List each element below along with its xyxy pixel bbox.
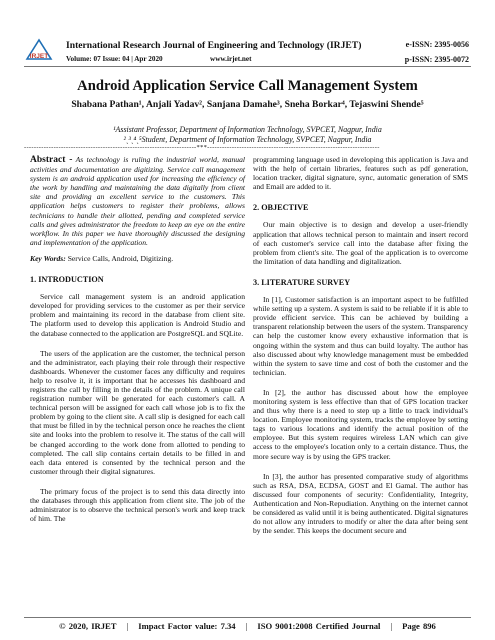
survey-paragraph-2: In [2], the author has discussed about how the employee monitoring system is less effective than that of GPS location tracker and thus why there is a need to step up a little to track individual's location. Employee monitoring system, tracks the employee by setting tags to various locations and identify the actual position of the employee. But this system requires wireless LAN which can give access to the employee's location only to a certain distance. Thus, the more secure way is by using the GPS tracker.	[253, 387, 468, 461]
journal-url[interactable]: www.irjet.net	[210, 55, 252, 63]
section-separator: ----------------------------------------------------------------------***----------------------------------------------------------------------	[24, 144, 380, 151]
keywords	[30, 254, 245, 263]
e-issn: e-ISSN: 2395-0056	[405, 40, 469, 49]
heading-objective: 2. OBJECTIVE	[253, 203, 309, 213]
objective-paragraph: Our main objective is to design and develop a user-friendly application that allows technical person to maintain and insert record of each customer's service call into the database after fixing the problem from client's site. The goal of the application is to overcome the limitation of data handling and digitalization.	[253, 220, 468, 266]
header-divider	[24, 66, 471, 67]
right-column	[253, 155, 468, 546]
survey-paragraph-3: In [3], the author has presented comparative study of algorithms such as RSA, DSA, ECDSA, GOST and El Gamal. The author has discussed four components of security: Confidentiality, Integrity, Authentication and Non-Repudiation. Anything on the internet cannot be considered as valid until it is being authenticated. Digital signatures do not allow any intruders to modify or alter the data after being sent by the sender. This keeps the document secure and	[253, 471, 468, 536]
footer-divider	[24, 617, 471, 618]
paper-title: Android Application Service Call Management System	[77, 78, 418, 94]
intro-continuation: programming language used in developing this application is Java and with the help of certain libraries, features such as pdf generation, location tracker, digital signature, sync, automatic generation of SMS and Email are added to it.	[253, 155, 468, 192]
abstract-text: As technology is ruling the industrial world, manual activities and documentation are digitizing. Service call management system is an android application used for increasing the efficiency of the work by handling and maintaining the data digitally from client site and providing an excellent service to the customers. This application helps customers to register their problems, allows technicians to handle their allotted, pending and completed service calls and gives administrator the freedom to keep an eye on the entire workflow. In this paper we have thoroughly discussed the designing and implementation of the application.	[30, 155, 246, 247]
abstract-label: Abstract -	[30, 155, 73, 165]
footer-page-number: Page 896	[402, 621, 436, 631]
footer-impact-factor: Impact Factor value: 7.34	[138, 621, 236, 631]
footer-copyright: © 2020, IRJET	[59, 621, 117, 631]
heading-literature-survey: 3. LITERATURE SURVEY	[253, 277, 351, 287]
svg-text:IRJET: IRJET	[29, 53, 49, 60]
intro-paragraph-2: The users of the application are the customer, the technical person and the administrator, each playing their role through their respective dashboards. Whenever the customer faces any difficulty and requires help to resolve it, it is important that he accesses his dashboard and registers the call by filling in the details of the problem. A unique call registration number will be generated for each customer's call. A technical person will be assigned for each call whose job is to fix the problem by going to the client site. A call slip is designed for each call that must be filled in by the technical person once he reaches the client site and looks into the problem to resolve it. The status of the call will be changed according to the work done from allotted to pending to completed. The call slip contains certain details to be filled in and each data entered is consented by the technical person and the customer through their digital signatures.	[30, 348, 245, 476]
journal-title: International Research Journal of Engineering and Technology (IRJET)	[66, 40, 362, 51]
irjet-logo-icon	[24, 37, 54, 63]
footer-iso: ISO 9001:2008 Certified Journal	[257, 621, 381, 631]
keywords-text: Service Calls, Android, Digitizing.	[65, 253, 174, 263]
author-list: Shabana Pathan¹, Anjali Yadav², Sanjana Damahe³, Sneha Borkar⁴, Tejaswini Shende⁵	[71, 99, 424, 110]
heading-introduction: 1. INTRODUCTION	[30, 275, 104, 285]
intro-paragraph-3: The primary focus of the project is to send this data directly into the databases through this application from client site. The job of the administrator is to observe the technical person's work and keep track of him. The	[30, 486, 245, 524]
intro-paragraph-1: Service call management system is an android application developed for providing services to the customer as per their service problem and maintaining its record in the database from client site. The platform used to develop this application is Android Studio and the database connected to the application are PostgreSQL and SQLite.	[30, 292, 245, 338]
survey-paragraph-1: In [1], Customer satisfaction is an important aspect to be fulfilled while setting up a system. A system is said to be reliable if it is able to provide efficient service. This can be achieved by building a transparent relationship between the users of the system. Transparency can help the customer know every exhaustive information that is ongoing within the system and thus can build loyalty. The author has also discussed about why knowledge management must be embedded within the system to save time and cost of both the customer and the technician.	[253, 295, 468, 377]
page-footer: © 2020, IRJET | Impact Factor value: 7.34 | ISO 9001:2008 Certified Journal | Page 896	[59, 621, 436, 631]
journal-header	[0, 0, 495, 68]
keywords-label: Key Words:	[30, 253, 66, 263]
affiliation-2: ²ˎ³ˎ⁴ˎ⁵Student, Department of Information Technology, SVPCET, Nagpur, India	[123, 135, 372, 144]
p-issn: p-ISSN: 2395-0072	[404, 55, 469, 64]
abstract	[30, 155, 245, 247]
volume-issue: Volume: 07 Issue: 04 | Apr 2020	[66, 55, 163, 63]
affiliation-1: ¹Assistant Professor, Department of Information Technology, SVPCET, Nagpur, India	[113, 125, 382, 134]
left-column	[30, 155, 245, 534]
